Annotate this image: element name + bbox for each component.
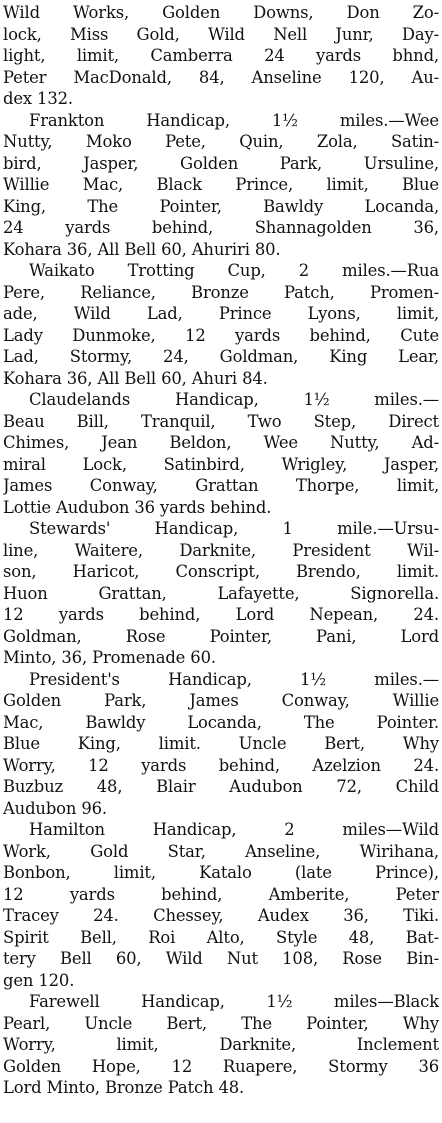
paragraph-presidents-handicap [3,669,439,820]
text-line: Lord Minto, Bronze Patch 48. [3,1078,245,1097]
text-line: Mac, Bawldy Locanda, The Pointer. [3,712,439,732]
text-line: Claudelands Handicap, 1½ miles.— [29,390,439,409]
text-line: Lady Dunmoke, 12 yards behind, Cute [3,325,439,345]
text-line: Lad, Stormy, 24, Goldman, King Lear, [3,347,439,366]
text-line: bird, Jasper, Golden Park, Ursuline, [3,153,439,173]
text-line: King, The Pointer, Bawldy Locanda, [3,196,439,216]
paragraph-farewell-handicap [3,991,439,1099]
paragraph-continuation [3,2,439,110]
text-line: Stewards' Handicap, 1 mile.—Ursu- [29,519,439,538]
text-line: tery Bell 60, Wild Nut 108, Rose Bin- [3,949,439,968]
text-line: line, Waitere, Darknite, President Wil- [3,540,439,560]
text-line: Bonbon, limit, Katalo (late Prince), [3,863,439,882]
text-line: Tracey 24. Chessey, Audex 36, Tiki. [3,906,439,925]
paragraph-frankton-handicap [3,110,439,261]
paragraph-hamilton-handicap [3,819,439,991]
text-line: Waikato Trotting Cup, 2 miles.—Rua [29,261,439,280]
text-line: James Conway, Grattan Thorpe, limit, [3,476,439,495]
text-line: Audubon 96. [3,798,107,818]
text-line: Kohara 36, All Bell 60, Ahuriri 80. [3,239,281,259]
text-line: Huon Grattan, Lafayette, Signorella. [3,583,439,603]
text-line: Lottie Audubon 36 yards behind. [3,497,272,517]
text-line: light, limit, Camberra 24 yards bhnd, [3,46,439,65]
paragraph-waikato-trotting-cup [3,260,439,389]
text-line: lock, Miss Gold, Wild Nell Junr, Day- [3,24,439,44]
text-line: Pearl, Uncle Bert, The Pointer, Why [3,1013,439,1033]
paragraph-stewards-handicap [3,518,439,669]
text-line: Minto, 36, Promenade 60. [3,648,216,667]
text-line: 12 yards behind, Lord Nepean, 24. [3,605,439,624]
text-line: Wild Works, Golden Downs, Don Zo- [3,3,439,22]
text-line: Buzbuz 48, Blair Audubon 72, Child [3,777,439,796]
text-line: Frankton Handicap, 1½ miles.—Wee [29,110,439,130]
text-line: Pere, Reliance, Bronze Patch, Promen- [3,282,439,302]
text-line: Golden Hope, 12 Ruapere, Stormy 36 [3,1056,439,1076]
text-line: Spirit Bell, Roi Alto, Style 48, Bat- [3,927,439,947]
text-line: gen 120. [3,970,75,990]
text-line: Beau Bill, Tranquil, Two Step, Direct [3,411,439,431]
text-line: Goldman, Rose Pointer, Pani, Lord [3,626,439,646]
text-line: Willie Mac, Black Prince, limit, Blue [3,175,439,194]
text-line: ade, Wild Lad, Prince Lyons, limit, [3,304,439,323]
text-line: Nutty, Moko Pete, Quin, Zola, Satin- [3,132,439,151]
text-line: Hamilton Handicap, 2 miles—Wild [29,820,439,839]
text-line: Worry, limit, Darknite, Inclement [3,1035,439,1054]
text-line: Kohara 36, All Bell 60, Ahuri 84. [3,368,268,388]
text-line: dex 132. [3,89,73,108]
paragraph-claudelands-handicap [3,389,439,518]
text-line: President's Handicap, 1½ miles.— [29,669,439,689]
text-line: Golden Park, James Conway, Willie [3,691,439,710]
text-line: Work, Gold Star, Anseline, Wirihana, [3,841,439,861]
text-line: Farewell Handicap, 1½ miles—Black [29,992,439,1011]
text-line: Peter MacDonald, 84, Anseline 120, Au- [3,67,439,87]
text-line: son, Haricot, Conscript, Brendo, limit. [3,562,439,581]
text-line: Worry, 12 yards behind, Azelzion 24. [3,755,439,775]
text-line: 24 yards behind, Shannagolden 36, [3,218,439,237]
text-line: miral Lock, Satinbird, Wrigley, Jasper, [3,454,439,474]
text-line: 12 yards behind, Amberite, Peter [3,884,439,904]
text-line: Chimes, Jean Beldon, Wee Nutty, Ad- [3,433,439,452]
text-line: Blue King, limit. Uncle Bert, Why [3,734,439,753]
